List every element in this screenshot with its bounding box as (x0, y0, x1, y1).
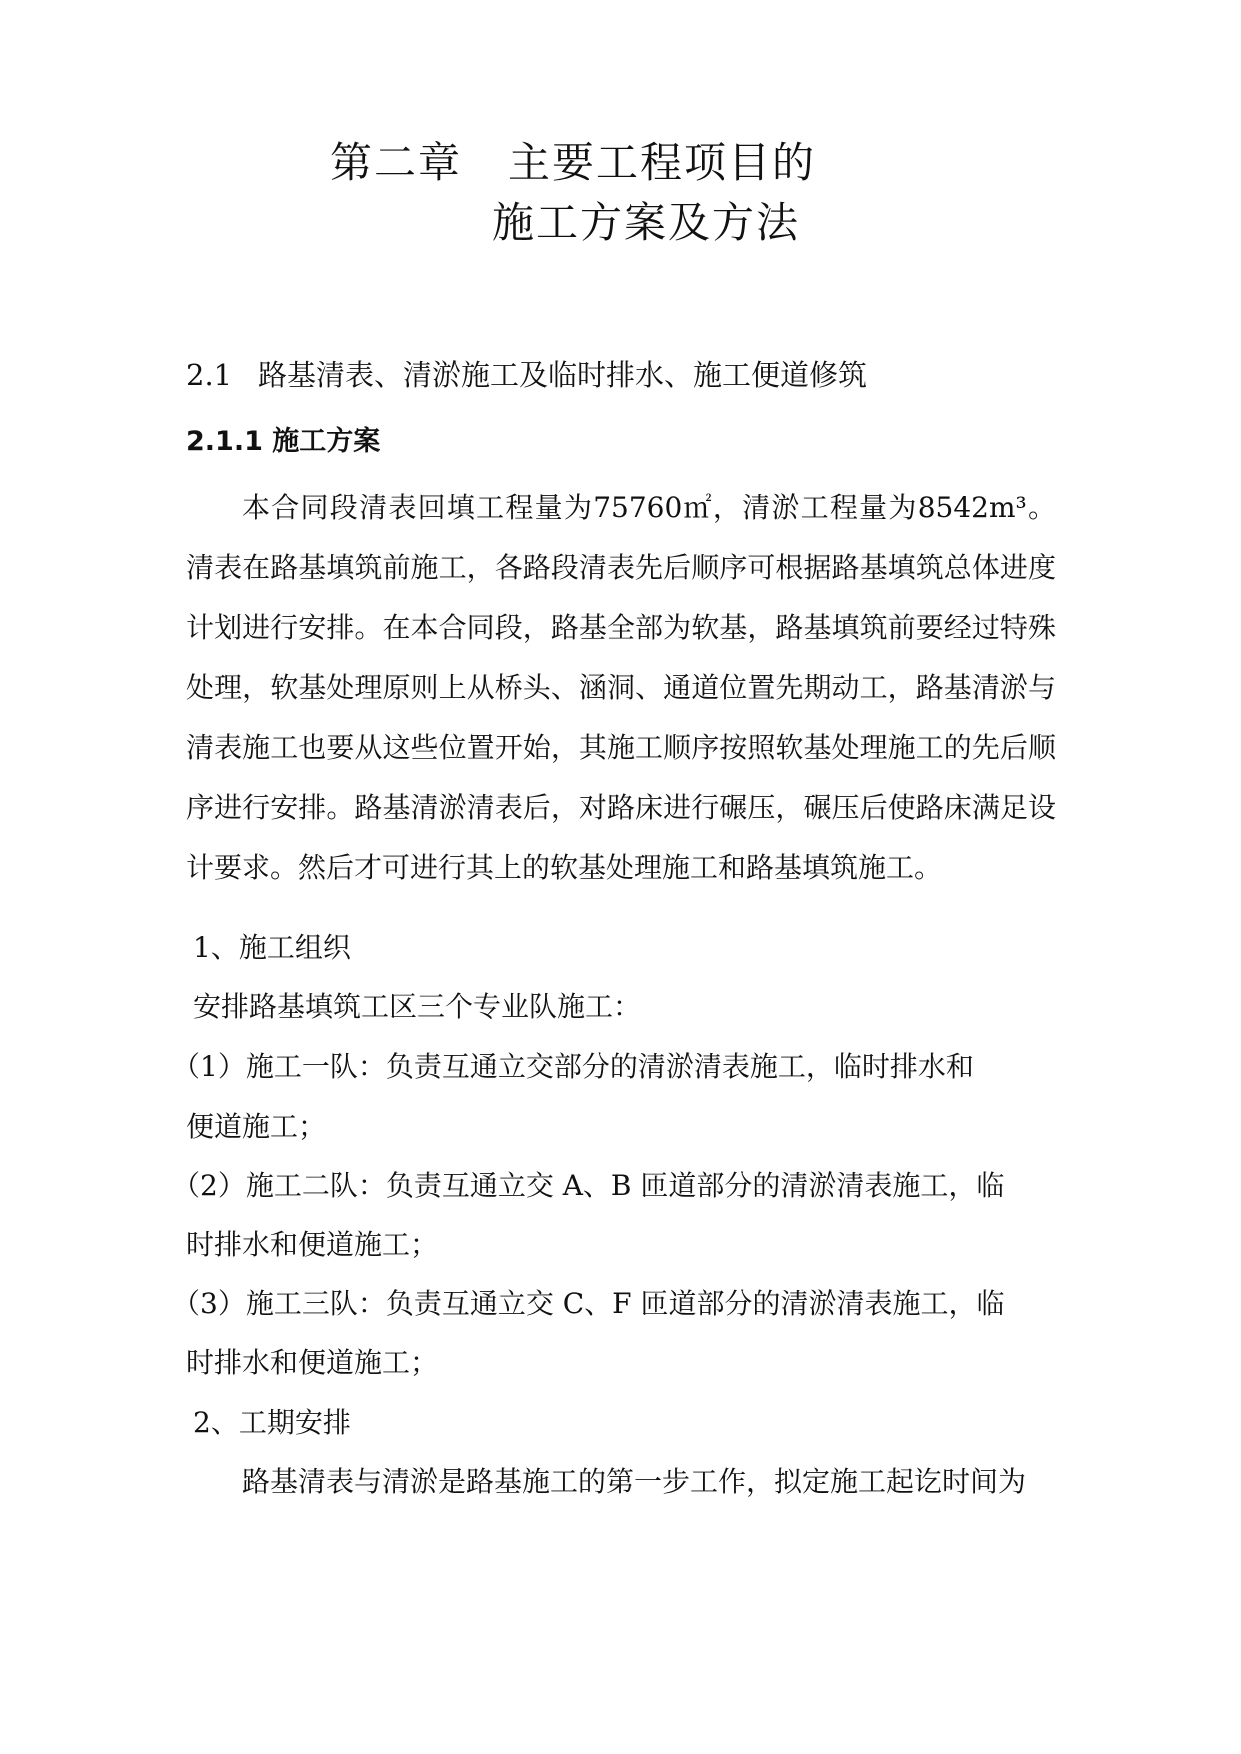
paragraph-construction-plan: 本合同段清表回填工程量为75760㎡，清淤工程量为8542m³。清表在路基填筑前施工，各路段清表先后顺序可根据路基填筑总体进度计划进行安排。在本合同段，路基全部为软基，路基填筑前要经过特殊处理，软基处理原则上从桥头、涵洞、通道位置先期动工，路基清淤与清表施工也要从这些位置开始，其施工顺序按照软基处理施工的先后顺序进行安排。路基清淤清表后，对路床进行碾压，碾压后使路床满足设计要求。然后才可进行其上的软基处理施工和路基填筑施工。 (186, 491, 1056, 884)
section-title: 路基清表、清淤施工及临时排水、施工便道修筑 (258, 358, 868, 392)
chapter-title-main: 主要工程项目的 (508, 138, 817, 187)
team-2-line-1: （2）施工二队：负责互通立交 A、B 匝道部分的清淤清表施工，临 (172, 1169, 1005, 1202)
team-2-line-2: 时排水和便道施工； (186, 1228, 439, 1261)
team-3-line-1: （3）施工三队：负责互通立交 C、F 匝道部分的清淤清表施工，临 (172, 1287, 1005, 1320)
item-construction-organization-intro: 安排路基填筑工区三个专业队施工： (193, 990, 642, 1023)
chapter-title-line-1 (330, 136, 816, 190)
team-3-line-2: 时排水和便道施工； (186, 1346, 439, 1379)
team-1-line-2: 便道施工； (186, 1110, 327, 1143)
section-number: 2.1 (186, 358, 233, 392)
item-construction-organization: 1、施工组织 (193, 931, 351, 964)
subsection-heading: 2.1.1 施工方案 (186, 426, 381, 457)
chapter-number: 第二章 (330, 138, 463, 187)
team-1-line-1: （1）施工一队：负责互通立交部分的清淤清表施工，临时排水和 (172, 1050, 974, 1083)
section-heading (186, 355, 867, 395)
item-schedule: 2、工期安排 (193, 1406, 351, 1439)
paragraph-schedule: 路基清表与清淤是路基施工的第一步工作，拟定施工起讫时间为 (242, 1465, 1027, 1498)
chapter-title-line-2: 施工方案及方法 (492, 198, 801, 247)
